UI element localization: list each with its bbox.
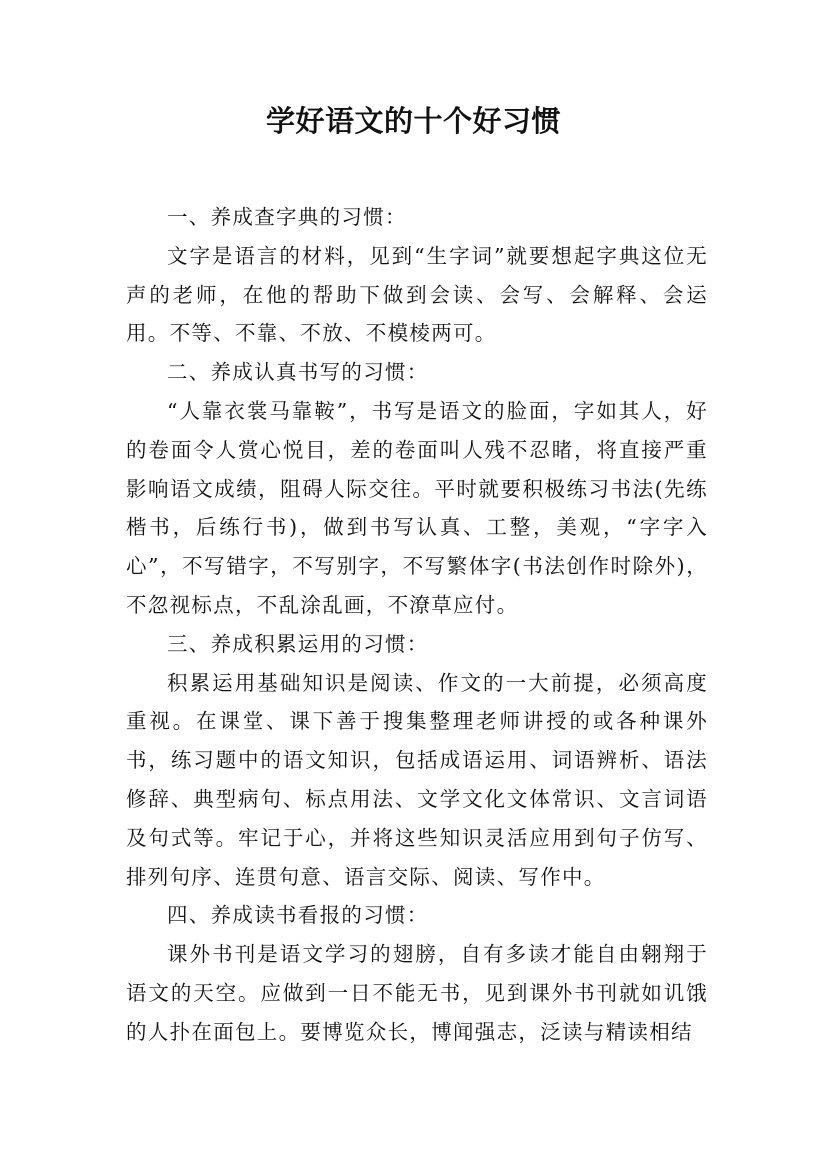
section-paragraph-4: 课外书刊是语文学习的翅膀，自有多读才能自由翱翔于语文的天空。应做到一日不能无书，见到课外书刊就如讥饿的人扑在面包上。要博览众长，博闻强志，泛读与精读相结 <box>126 942 708 1044</box>
section-heading-2: 二、养成认真书写的习惯： <box>167 360 429 385</box>
section-heading-1: 一、养成查字典的习惯： <box>167 205 407 229</box>
section-paragraph-3: 积累运用基础知识是阅读、作文的一大前提，必须高度重视。在课堂、课下善于搜集整理老师讲授的或各种课外书，练习题中的语文知识，包括成语运用、词语辨析、语法修辞、典型病句、标点用法、文学文化文体常识、文言词语及句式等。牢记于心，并将这些知识灵活应用到句子仿写、排列句序、连贯句意、语言交际、阅读、写作中。 <box>126 670 708 889</box>
section-paragraph-2: “人靠衣裳马靠鞍”，书写是语文的脸面，字如其人，好的卷面令人赏心悦目，差的卷面叫人残不忍睹，将直接严重影响语文成绩，阻碍人际交往。平时就要积极练习书法(先练楷书，后练行书)，做到书写认真、工整，美观，“字字入心”，不写错字，不写别字，不写繁体字(书法创作时除外)，不忽视标点，不乱涂乱画，不潦草应付。 <box>126 398 708 617</box>
section-paragraph-1: 文字是语言的材料，见到“生字词”就要想起字典这位无声的老师，在他的帮助下做到会读、会写、会解释、会运用。不等、不靠、不放、不模棱两可。 <box>126 243 708 346</box>
section-heading-4: 四、养成读书看报的习惯： <box>167 903 429 928</box>
document-body <box>126 198 708 1052</box>
document-title: 学好语文的十个好习惯 <box>265 104 561 138</box>
section-heading-3: 三、养成积累运用的习惯： <box>167 631 429 656</box>
